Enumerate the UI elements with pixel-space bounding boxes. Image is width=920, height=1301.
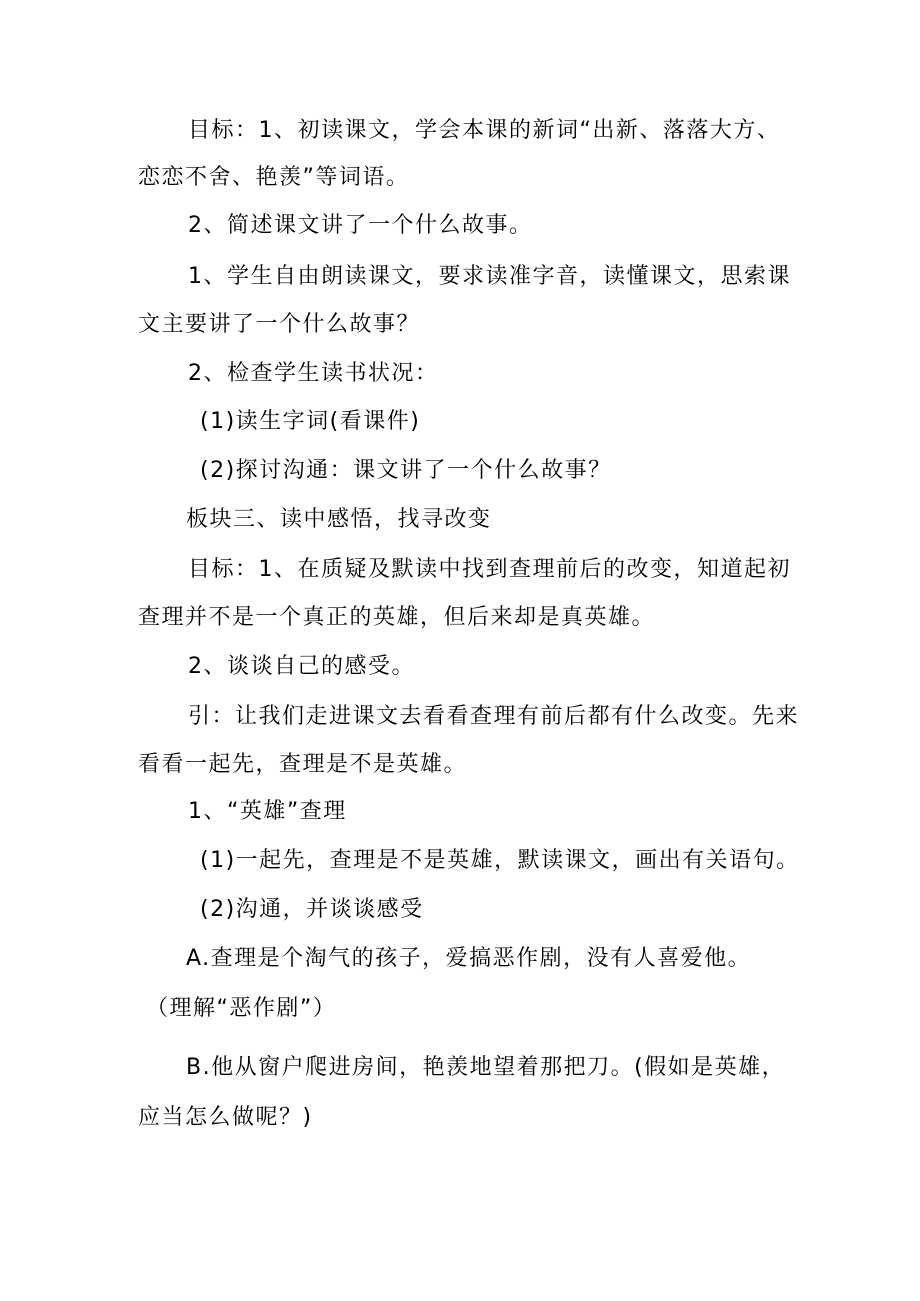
text-line: (1)一起先，查理是不是英雄，默读课文，画出有关语句。 [200,848,800,873]
text-line: (1)读生字词(看课件) [200,409,421,434]
text-line: 2、谈谈自己的感受。 [188,654,415,679]
text-line: 2、检查学生读书状况： [188,361,439,386]
text-line: 引：让我们走进课文去看看查理有前后都有什么改变。先来 [188,704,800,729]
text-line: 查理并不是一个真正的英雄，但后来却是真英雄。 [138,605,656,630]
text-line: 目标：1、在质疑及默读中找到查理前后的改变，知道起初 [188,557,791,582]
text-line: (2)探讨沟通：课文讲了一个什么故事？ [200,458,612,483]
text-line: 文主要讲了一个什么故事？ [138,312,421,337]
text-line: A.查理是个淘气的孩子，爱搞恶作剧，没有人喜爱他。 [186,946,752,971]
text-line: 恋恋不舍、艳羡”等词语。 [138,165,410,190]
text-line: 应当怎么做呢？) [138,1105,313,1130]
text-line: 看看一起先，查理是不是英雄。 [138,752,468,777]
text-line: 2、简述课文讲了一个什么故事。 [188,213,533,238]
text-line: (2)沟通，并谈谈感受 [200,897,424,922]
text-line: 1、“英雄”查理 [188,799,347,824]
text-line: B.他从窗户爬进房间，艳羡地望着那把刀。(假如是英雄， [186,1055,786,1080]
text-line: 1、学生自由朗读课文，要求读准字音，读懂课文，思索课 [188,264,791,289]
text-line: （理解“恶作剧”） [146,996,337,1021]
text-line: 板块三、读中感悟，找寻改变 [186,507,492,532]
text-line: 目标：1、初读课文，学会本课的新词“出新、落落大方、 [188,118,781,143]
